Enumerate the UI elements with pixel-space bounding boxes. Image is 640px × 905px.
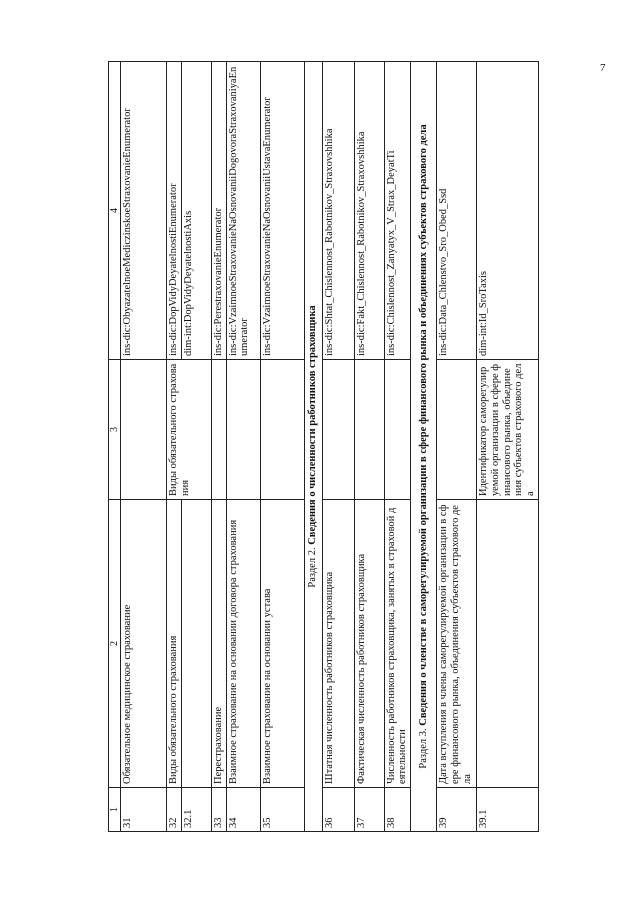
section-prefix: Раздел 3. — [417, 725, 429, 769]
row-name: Дата вступления в члены саморегулируемой организации в сфере финансового рынка, объединения субъектов страхового дела — [437, 500, 477, 788]
row-number: 34 — [226, 788, 260, 832]
row-description — [211, 360, 226, 500]
table-row — [226, 62, 260, 832]
row-number: 37 — [354, 788, 384, 832]
row-name: Перестрахование — [211, 500, 226, 788]
row-name: Численность работников страховщика, занятых в страховой деятельности — [384, 500, 411, 788]
column-header: 1 — [109, 788, 121, 832]
column-header: 2 — [109, 500, 121, 788]
register-table — [108, 61, 539, 832]
row-element: ins-dic:Chislennost_Zanyatyx_V_Strax_DeyatTi — [384, 62, 411, 360]
table-row — [167, 62, 182, 832]
rotated-page — [108, 62, 537, 832]
row-number: 33 — [211, 788, 226, 832]
row-name — [477, 500, 539, 788]
row-number: 38 — [384, 788, 411, 832]
row-name: Фактическая численность работников страховщика — [354, 500, 384, 788]
row-description — [322, 360, 354, 500]
row-number: 32 — [167, 788, 182, 832]
row-element: ins-dic:VzaimnoeStraxovanieNaOsnovaniiUstavaEnumerator — [260, 62, 304, 360]
section-header — [411, 62, 437, 832]
row-element: ins-dic:ObyazatelnoeMediczinskoeStraxovanieEnumerator — [121, 62, 167, 360]
table-row — [211, 62, 226, 832]
row-element: ins-dic:PerestraxovanieEnumerator — [211, 62, 226, 360]
section-prefix: Раздел 2. — [307, 544, 319, 588]
row-name: Виды обязательного страхования — [167, 500, 182, 788]
table-row — [260, 62, 304, 832]
section-title: Сведения о численности работников страховщика — [307, 305, 319, 545]
row-element: dim-int:DopVidyDeyatelnostiAxis — [181, 62, 211, 360]
row-number: 35 — [260, 788, 304, 832]
row-name: Штатная численность работников страховщика — [322, 500, 354, 788]
row-number: 31 — [121, 788, 167, 832]
row-description — [437, 360, 477, 500]
row-description: Виды обязательного страхования — [167, 360, 212, 500]
row-name — [181, 500, 211, 788]
row-number: 32.1 — [181, 788, 211, 832]
section-header-row — [411, 62, 437, 832]
row-description — [384, 360, 411, 500]
row-description — [121, 360, 167, 500]
row-description: Идентификатор саморегулируемой организации в сфере финансового рынка, объединения субъектов страхового дела — [477, 360, 539, 500]
row-name: Взаимное страхование на основании договора страхования — [226, 500, 260, 788]
table-row — [477, 62, 539, 832]
row-element: ins-dic:VzaimnoeStraxovanieNaOsnovaniiDogovoraStraxovaniyaEnumerator — [226, 62, 260, 360]
table-row — [437, 62, 477, 832]
table-row — [322, 62, 354, 832]
row-name: Взаимное страхование на основании устава — [260, 500, 304, 788]
table-row — [354, 62, 384, 832]
row-element: ins-dic:Fakt_Chislennost_Rabotnikov_Straxovshhika — [354, 62, 384, 360]
section-header — [304, 62, 322, 832]
row-number: 39.1 — [477, 788, 539, 832]
table-row — [121, 62, 167, 832]
row-description — [260, 360, 304, 500]
row-element: ins-dic:DopVidyDeyatelnostiEnumerator — [167, 62, 182, 360]
column-header-row — [109, 62, 121, 832]
page-number: 7 — [600, 62, 606, 74]
row-element: dim-int:Id_SroTaxis — [477, 62, 539, 360]
row-number: 39 — [437, 788, 477, 832]
section-header-row — [304, 62, 322, 832]
row-number: 36 — [322, 788, 354, 832]
column-header: 3 — [109, 360, 121, 500]
table-row — [384, 62, 411, 832]
row-name: Обязательное медицинское страхование — [121, 500, 167, 788]
column-header: 4 — [109, 62, 121, 360]
row-element: ins-dic:Data_Chlenstvo_Sro_Obed_Ssd — [437, 62, 477, 360]
row-description — [354, 360, 384, 500]
row-element: ins-dic:Shtat_Chislennost_Rabotnikov_Straxovshhika — [322, 62, 354, 360]
row-description — [226, 360, 260, 500]
section-title: Сведения о членстве в саморегулируемой организации в сфере финансового рынка и объединениях субъектов страхового дела — [417, 124, 429, 726]
